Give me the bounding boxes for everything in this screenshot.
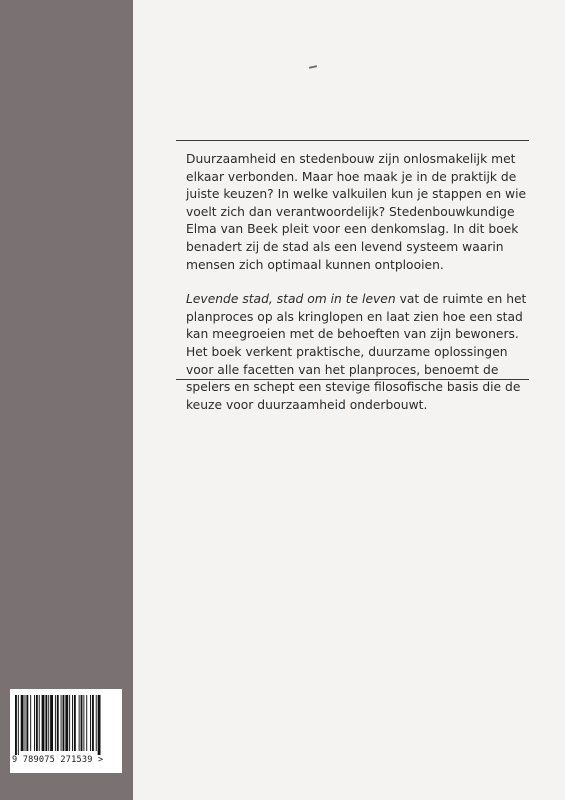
blurb-line: juiste keuzen? In welke valkuilen kun je stappen en wie	[186, 187, 527, 202]
blurb-line: spelers en schept een stevige filosofische basis die de	[186, 380, 521, 395]
blurb-line: elkaar verbonden. Maar hoe maak je in de praktijk de	[186, 169, 517, 184]
spine-band	[0, 0, 133, 800]
barcode	[10, 689, 122, 773]
barcode-bar	[81, 695, 83, 751]
barcode-bar	[21, 695, 24, 751]
barcode-bar	[55, 695, 56, 751]
book-title: Levende stad, stad om in te leven	[186, 292, 396, 307]
barcode-bar	[18, 695, 19, 755]
barcode-bar	[86, 695, 87, 751]
barcode-bar	[61, 695, 62, 751]
blurb-line-rest: vat de ruimte en het	[395, 292, 527, 307]
blurb-line: mensen zich optimaal kunnen ontplooien.	[186, 257, 444, 272]
barcode-bar	[96, 695, 97, 751]
blurb-text	[186, 151, 527, 414]
barcode-bar	[79, 695, 80, 751]
barcode-bar	[90, 695, 91, 751]
barcode-bar	[36, 695, 38, 751]
blurb-line: benadert zij de stad als een levend systeem waarin	[186, 239, 504, 254]
blurb-paragraph-1	[186, 151, 527, 274]
barcode-bar	[34, 695, 35, 751]
blurb-paragraph-2	[186, 291, 527, 414]
barcode-bar	[50, 695, 53, 751]
barcode-bar	[98, 695, 101, 755]
barcode-bar	[92, 695, 94, 751]
blurb-line: voor alle facetten van het planproces, benoemt de	[186, 362, 499, 377]
blurb-line: keuze voor duurzaamheid onderbouwt.	[186, 397, 428, 412]
barcode-bar	[48, 695, 49, 751]
blurb-line: Duurzaamheid en stedenbouw zijn onlosmakelijk met	[186, 152, 516, 166]
blurb-line: Elma van Beek pleit voor een denkomslag. In dit boek	[186, 222, 519, 237]
top-rule	[176, 140, 529, 141]
blurb-line: Het boek verkent praktische, duurzame oplossingen	[186, 344, 508, 359]
blurb-line: kan meegroeien met de behoeften van zijn bewoners.	[186, 327, 519, 342]
barcode-bar	[45, 695, 47, 751]
barcode-bar	[42, 695, 45, 751]
barcode-bar	[57, 695, 59, 751]
barcode-bars	[15, 695, 117, 755]
barcode-number: 9 789075 271539 >	[12, 755, 104, 765]
barcode-bar	[39, 695, 40, 751]
barcode-bar	[30, 695, 31, 751]
barcode-bar	[63, 695, 65, 751]
barcode-bar	[26, 695, 28, 751]
barcode-bar	[69, 695, 70, 751]
blurb-line	[186, 291, 527, 309]
blurb-line: voelt zich dan verantwoordelijk? Stedenbouwkundige	[186, 204, 515, 219]
blurb-line: planproces op als kringlopen en laat zien hoe een stad	[186, 309, 523, 324]
decorative-mark	[309, 65, 317, 69]
barcode-bar	[74, 695, 76, 751]
barcode-bar	[72, 695, 73, 751]
barcode-bar	[25, 695, 26, 751]
barcode-bar	[65, 695, 68, 751]
barcode-bar	[83, 695, 84, 751]
barcode-bar	[15, 695, 17, 755]
bottom-rule	[176, 379, 529, 380]
